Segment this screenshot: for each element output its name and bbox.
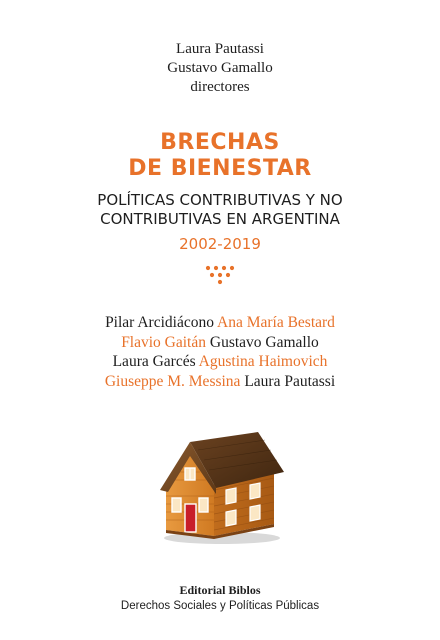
- book-title: [0, 130, 440, 182]
- title-line: BRECHAS: [160, 130, 280, 155]
- authors-block: [0, 313, 440, 391]
- collection-name: Derechos Sociales y Políticas Públicas: [120, 600, 320, 612]
- author-line: [0, 333, 440, 353]
- directors-block: [0, 40, 440, 97]
- publisher-name: Editorial Biblos: [179, 583, 261, 597]
- author-name: Agustina Haimovich: [198, 353, 328, 370]
- author-name: Ana María Bestard: [217, 314, 335, 331]
- author-name: Giuseppe M. Messina: [104, 372, 241, 390]
- director-name: Laura Pautassi: [176, 41, 264, 57]
- subtitle-line: POLÍTICAS CONTRIBUTIVAS Y NO: [97, 191, 343, 209]
- author-name: Pilar Arcidiácono: [105, 314, 214, 331]
- author-name: Gustavo Gamallo: [209, 333, 319, 351]
- year-range: 2002-2019: [179, 235, 261, 253]
- subtitle-line: CONTRIBUTIVAS EN ARGENTINA: [100, 210, 340, 228]
- author-name: Laura Pautassi: [244, 372, 336, 390]
- directors-role: directores: [190, 79, 250, 95]
- author-line: [0, 352, 440, 372]
- author-line: [0, 313, 440, 333]
- book-subtitle: [0, 191, 440, 229]
- director-name: Gustavo Gamallo: [167, 60, 273, 76]
- title-line: DE BIENESTAR: [128, 156, 312, 181]
- author-name: Laura Garcés: [112, 353, 196, 370]
- author-name: Flavio Gaitán: [121, 333, 206, 351]
- author-line: [0, 372, 440, 392]
- triangle-dots-icon: [204, 264, 236, 286]
- house-icon: [152, 432, 288, 546]
